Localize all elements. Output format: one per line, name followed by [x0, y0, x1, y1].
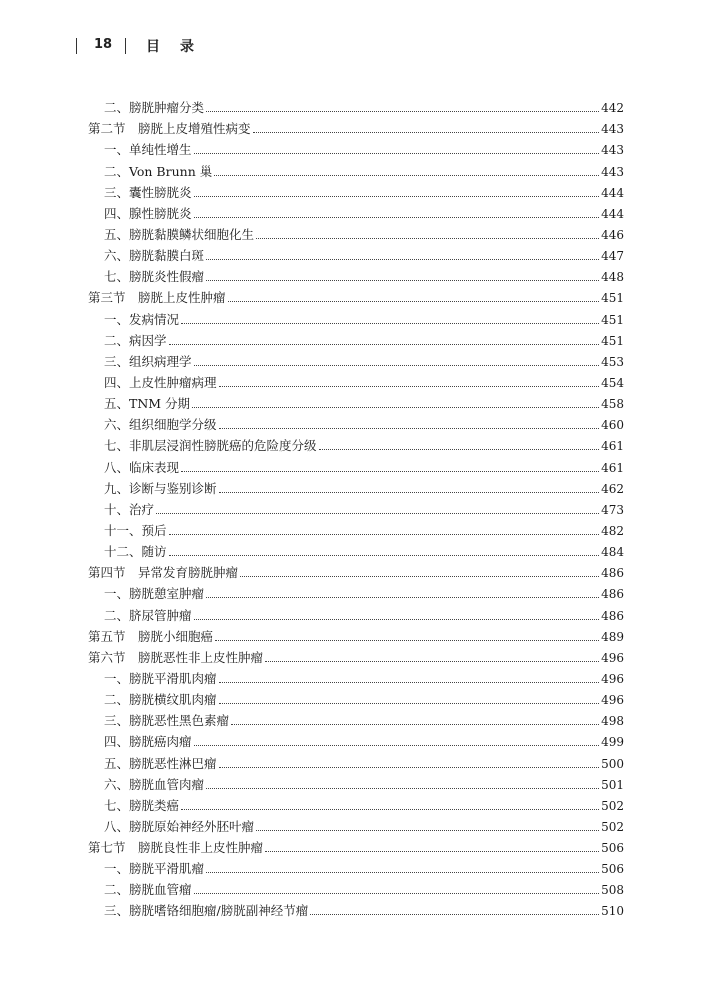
toc-entry-page-number: 443 [601, 143, 624, 158]
toc-subsection-entry[interactable] [88, 328, 624, 349]
toc-entry-label: 二、膀胱血管瘤 [104, 882, 192, 898]
dot-leader [194, 365, 600, 366]
toc-entry-page-number: 508 [601, 883, 624, 898]
toc-subsection-entry[interactable] [88, 137, 624, 158]
toc-subsection-entry[interactable] [88, 602, 624, 623]
toc-entry-label: 四、腺性膀胱炎 [104, 205, 192, 221]
toc-entry-page-number: 502 [601, 819, 624, 834]
toc-entry-page-number: 461 [601, 460, 624, 475]
toc-entry-page-number: 473 [601, 502, 624, 517]
toc-entry-label: 第七节 膀胱良性非上皮性肿瘤 [88, 840, 264, 856]
toc-section-entry[interactable] [88, 624, 624, 645]
dot-leader [228, 301, 600, 302]
dot-leader [231, 724, 599, 725]
toc-entry-label: 三、囊性膀胱炎 [104, 184, 192, 200]
toc-subsection-entry[interactable] [88, 391, 624, 412]
toc-entry-page-number: 484 [601, 545, 624, 560]
dot-leader [240, 576, 599, 577]
toc-entry-page-number: 486 [601, 566, 624, 581]
toc-subsection-entry[interactable] [88, 581, 624, 602]
toc-subsection-entry[interactable] [88, 687, 624, 708]
toc-entry-page-number: 482 [601, 523, 624, 538]
toc-entry-page-number: 499 [601, 735, 624, 750]
dot-leader [206, 259, 599, 260]
toc-subsection-entry[interactable] [88, 454, 624, 475]
toc-entry-page-number: 460 [601, 418, 624, 433]
toc-entry-label: 六、组织细胞学分级 [104, 417, 217, 433]
toc-section-entry[interactable] [88, 116, 624, 137]
dot-leader [192, 407, 599, 408]
toc-entry-page-number: 448 [601, 270, 624, 285]
dot-leader [169, 555, 600, 556]
dot-leader [206, 280, 599, 281]
toc-entry-page-number: 443 [601, 122, 624, 137]
toc-subsection-entry[interactable] [88, 877, 624, 898]
toc-subsection-entry[interactable] [88, 750, 624, 771]
dot-leader [206, 597, 599, 598]
toc-entry-label: 七、非肌层浸润性膀胱癌的危险度分级 [104, 438, 317, 454]
toc-subsection-entry[interactable] [88, 201, 624, 222]
toc-entry-page-number: 496 [601, 650, 624, 665]
dot-leader [194, 153, 600, 154]
toc-entry-label: 四、膀胱癌肉瘤 [104, 734, 192, 750]
toc-subsection-entry[interactable] [88, 729, 624, 750]
toc-section-entry[interactable] [88, 560, 624, 581]
dot-leader [219, 492, 600, 493]
toc-subsection-entry[interactable] [88, 180, 624, 201]
page-number: 18 [94, 37, 113, 52]
toc-entry-label: 四、上皮性肿瘤病理 [104, 374, 217, 390]
toc-subsection-entry[interactable] [88, 856, 624, 877]
dot-leader [194, 196, 600, 197]
toc-entry-page-number: 489 [601, 629, 624, 644]
dot-leader [219, 428, 600, 429]
toc-entry-page-number: 498 [601, 714, 624, 729]
toc-entry-page-number: 462 [601, 481, 624, 496]
toc-entry-label: 八、膀胱原始神经外胚叶瘤 [104, 818, 255, 834]
toc-subsection-entry[interactable] [88, 793, 624, 814]
toc-entry-label: 第三节 膀胱上皮性肿瘤 [88, 290, 226, 306]
toc-subsection-entry[interactable] [88, 158, 624, 179]
toc-entry-label: 一、单纯性增生 [104, 142, 192, 158]
toc-entry-page-number: 496 [601, 693, 624, 708]
toc-subsection-entry[interactable] [88, 518, 624, 539]
toc-subsection-entry[interactable] [88, 898, 624, 919]
dot-leader [310, 914, 599, 915]
dot-leader [181, 323, 599, 324]
toc-entry-label: 三、膀胱嗜铬细胞瘤/膀胱副神经节瘤 [104, 903, 309, 919]
dot-leader [256, 830, 599, 831]
toc-entry-label: 三、组织病理学 [104, 353, 192, 369]
toc-subsection-entry[interactable] [88, 497, 624, 518]
dot-leader [181, 471, 599, 472]
dot-leader [194, 745, 600, 746]
toc-entry-label: 六、膀胱血管肉瘤 [104, 776, 205, 792]
toc-subsection-entry[interactable] [88, 476, 624, 497]
toc-entry-page-number: 446 [601, 227, 624, 242]
toc-subsection-entry[interactable] [88, 412, 624, 433]
table-of-contents [88, 95, 624, 919]
toc-entry-label: 第五节 膀胱小细胞癌 [88, 628, 214, 644]
toc-entry-page-number: 506 [601, 841, 624, 856]
dot-leader [206, 111, 599, 112]
toc-entry-label: 十二、随访 [104, 544, 167, 560]
toc-entry-label: 九、诊断与鉴别诊断 [104, 480, 217, 496]
header-rule-right [125, 38, 126, 54]
toc-entry-label: 二、病因学 [104, 332, 167, 348]
toc-entry-page-number: 496 [601, 671, 624, 686]
toc-entry-page-number: 451 [601, 333, 624, 348]
dot-leader [169, 344, 600, 345]
toc-section-entry[interactable] [88, 285, 624, 306]
toc-entry-page-number: 501 [601, 777, 624, 792]
toc-entry-page-number: 461 [601, 439, 624, 454]
toc-entry-page-number: 444 [601, 206, 624, 221]
toc-entry-label: 一、膀胱平滑肌瘤 [104, 861, 205, 877]
dot-leader [219, 703, 600, 704]
toc-entry-page-number: 454 [601, 375, 624, 390]
toc-entry-label: 第六节 膀胱恶性非上皮性肿瘤 [88, 649, 264, 665]
toc-entry-label: 一、发病情况 [104, 311, 180, 327]
toc-subsection-entry[interactable] [88, 772, 624, 793]
toc-subsection-entry[interactable] [88, 306, 624, 327]
toc-subsection-entry[interactable] [88, 264, 624, 285]
dot-leader [265, 661, 599, 662]
dot-leader [253, 132, 600, 133]
toc-subsection-entry[interactable] [88, 95, 624, 116]
toc-entry-label: 第四节 异常发育膀胱肿瘤 [88, 565, 239, 581]
toc-subsection-entry[interactable] [88, 666, 624, 687]
toc-entry-label: 一、膀胱憩室肿瘤 [104, 586, 205, 602]
toc-entry-page-number: 443 [601, 164, 624, 179]
toc-section-entry[interactable] [88, 835, 624, 856]
dot-leader [206, 788, 599, 789]
toc-entry-label: 十、治疗 [104, 501, 155, 517]
dot-leader [256, 238, 599, 239]
toc-entry-label: 七、膀胱类癌 [104, 797, 180, 813]
toc-subsection-entry[interactable] [88, 814, 624, 835]
toc-entry-label: 五、TNM 分期 [104, 396, 191, 412]
toc-entry-page-number: 458 [601, 397, 624, 412]
toc-subsection-entry[interactable] [88, 349, 624, 370]
header-rule-left [76, 38, 77, 54]
toc-subsection-entry[interactable] [88, 539, 624, 560]
dot-leader [319, 449, 600, 450]
dot-leader [215, 640, 599, 641]
dot-leader [206, 872, 599, 873]
toc-entry-label: 第二节 膀胱上皮增殖性病变 [88, 121, 251, 137]
page-header [0, 0, 711, 60]
page-title: 目录 [146, 39, 214, 55]
toc-entry-label: 五、膀胱黏膜鳞状细胞化生 [104, 226, 255, 242]
toc-subsection-entry[interactable] [88, 370, 624, 391]
dot-leader [219, 682, 600, 683]
toc-entry-label: 五、膀胱恶性淋巴瘤 [104, 755, 217, 771]
dot-leader [181, 809, 599, 810]
toc-section-entry[interactable] [88, 645, 624, 666]
toc-entry-label: 六、膀胱黏膜白斑 [104, 248, 205, 264]
toc-entry-label: 一、膀胱平滑肌肉瘤 [104, 670, 217, 686]
toc-entry-label: 八、临床表现 [104, 459, 180, 475]
dot-leader [194, 893, 600, 894]
toc-entry-label: 十一、预后 [104, 522, 167, 538]
toc-entry-label: 二、膀胱肿瘤分类 [104, 100, 205, 116]
toc-subsection-entry[interactable] [88, 708, 624, 729]
toc-entry-label: 二、Von Brunn 巢 [104, 163, 213, 179]
toc-entry-page-number: 500 [601, 756, 624, 771]
toc-entry-page-number: 451 [601, 312, 624, 327]
toc-entry-page-number: 486 [601, 587, 624, 602]
dot-leader [219, 767, 600, 768]
dot-leader [214, 175, 599, 176]
toc-entry-page-number: 486 [601, 608, 624, 623]
toc-entry-label: 七、膀胱炎性假瘤 [104, 269, 205, 285]
toc-entry-page-number: 447 [601, 249, 624, 264]
dot-leader [265, 851, 599, 852]
toc-subsection-entry[interactable] [88, 243, 624, 264]
toc-entry-page-number: 506 [601, 862, 624, 877]
toc-entry-page-number: 451 [601, 291, 624, 306]
dot-leader [156, 513, 599, 514]
toc-entry-page-number: 442 [601, 101, 624, 116]
toc-entry-page-number: 453 [601, 354, 624, 369]
dot-leader [194, 619, 600, 620]
toc-entry-label: 三、膀胱恶性黑色素瘤 [104, 713, 230, 729]
toc-entry-label: 二、膀胱横纹肌肉瘤 [104, 692, 217, 708]
toc-entry-page-number: 510 [601, 904, 624, 919]
toc-entry-page-number: 444 [601, 185, 624, 200]
dot-leader [219, 386, 600, 387]
toc-entry-page-number: 502 [601, 798, 624, 813]
toc-entry-label: 二、脐尿管肿瘤 [104, 607, 192, 623]
toc-subsection-entry[interactable] [88, 222, 624, 243]
toc-subsection-entry[interactable] [88, 433, 624, 454]
dot-leader [169, 534, 600, 535]
dot-leader [194, 217, 600, 218]
